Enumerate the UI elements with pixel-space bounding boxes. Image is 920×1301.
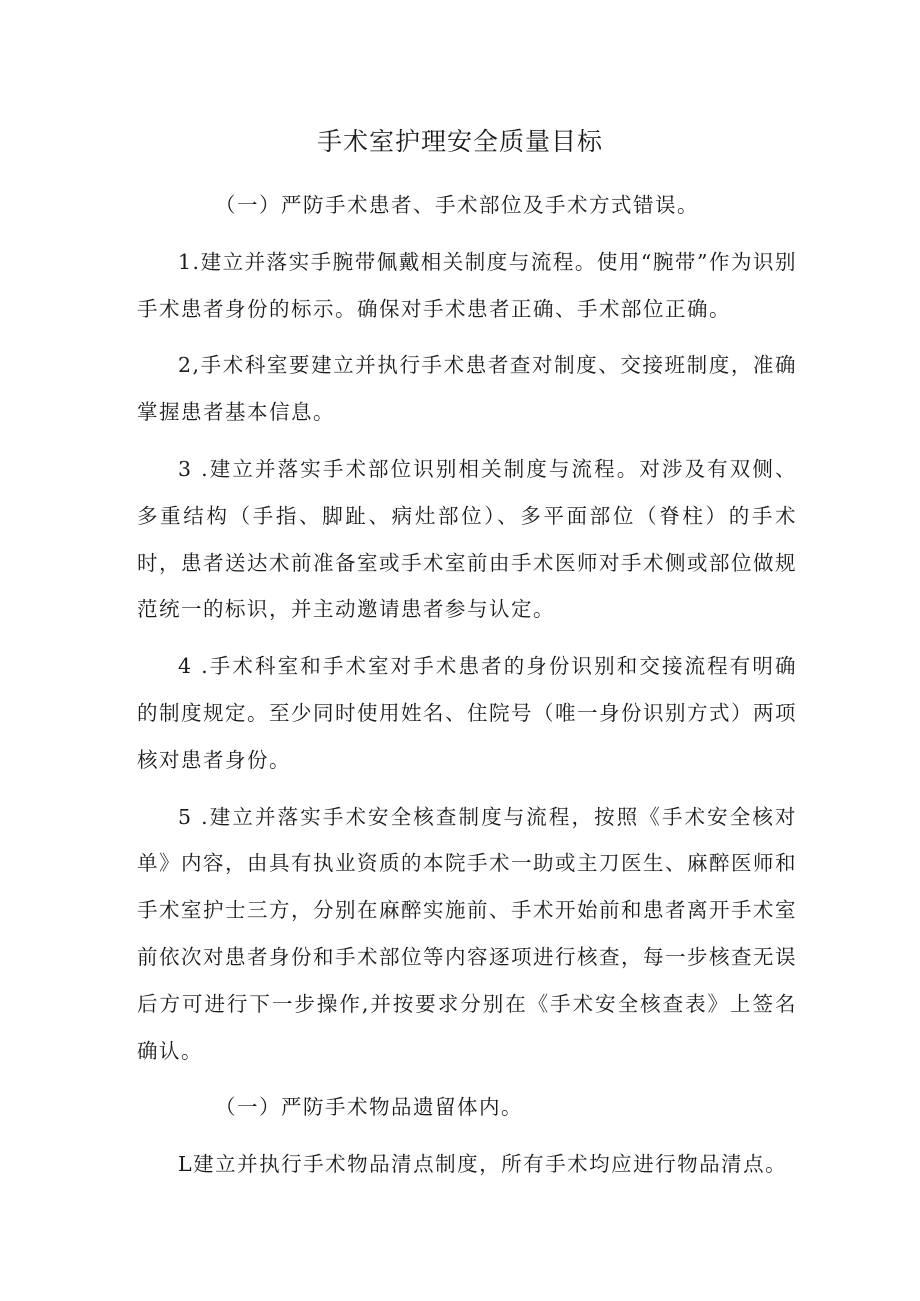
paragraph-item-3: 3 .建立并落实手术部位识别相关制度与流程。对涉及有双侧、多重结构（手指、脚趾、病灶部位）、多平面部位（脊柱）的手术时，患者送达术前准备室或手术室前由手术医师对手术侧或部位做规范统一的标识，并主动邀请患者参与认定。 [137,456,797,622]
paragraph-item-4: 4 .手术科室和手术室对手术患者的身份识别和交接流程有明确的制度规定。至少同时使用姓名、住院号（唯一身份识别方式）两项核对患者身份。 [137,654,797,772]
section-heading: （一）严防手术患者、手术部位及手术方式错误。 [215,193,699,217]
paragraph-item-5: 5 .建立并落实手术安全核查制度与流程，按照《手术安全核对单》内容，由具有执业资质的本院手术一助或主刀医生、麻醉医师和手术室护士三方，分别在麻醉实施前、手术开始前和患者离开手术室前依次对患者身份和手术部位等内容逐项进行核查，每一步核查无误后方可进行下一步操作,并按要求分别在《手术安全核查表》上签名确认。 [137,804,797,1063]
paragraph-item-2: 2,手术科室要建立并执行手术患者查对制度、交接班制度，准确掌握患者基本信息。 [137,353,797,425]
paragraph-item-1: 1.建立并落实手腕带佩戴相关制度与流程。使用“腕带”作为识别手术患者身份的标示。确保对手术患者正确、手术部位正确。 [137,249,797,321]
paragraph-item-6: L建立并执行手术物品清点制度，所有手术均应进行物品清点。 [178,1152,788,1177]
section-heading-2: （一）严防手术物品遗留体内。 [215,1095,523,1120]
document-body [137,182,797,1188]
document-title: 手术室护理安全质量目标 [316,127,603,156]
